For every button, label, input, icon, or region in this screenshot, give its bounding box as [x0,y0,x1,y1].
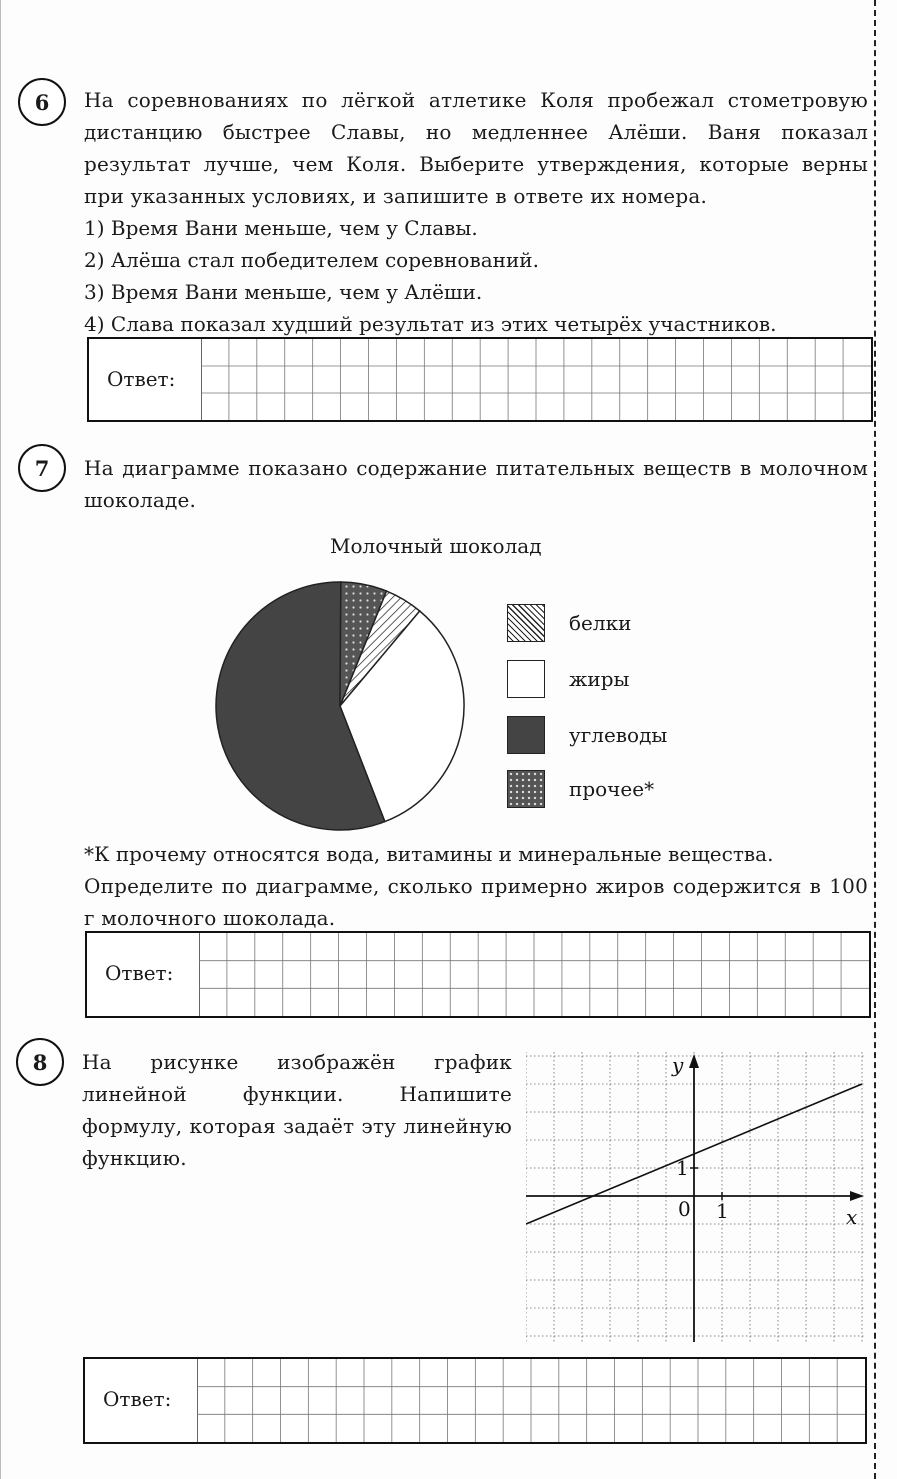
task6-option-1: 1) Время Вани меньше, чем у Славы. [84,216,478,240]
task7-answer-box[interactable] [85,931,871,1018]
task6-answer-box[interactable] [87,337,873,422]
legend-item-protein [507,604,631,642]
legend-swatch-fat [507,660,545,698]
task7-question-block [84,870,868,934]
task6-text [84,84,868,212]
task8-answer-box[interactable] [83,1357,867,1444]
legend-item-carbs [507,716,667,754]
legend-label-protein: белки [569,611,632,635]
legend-swatch-other [507,770,545,808]
cut-line [874,0,876,1479]
task7-answer-label: Ответ: [105,961,174,985]
x-tick-label: 1 [716,1199,729,1223]
linear-function-graph [526,1052,866,1342]
task7-footnote: *К прочему относятся вода, витамины и минеральные вещества. [84,842,774,866]
origin-label: 0 [678,1197,691,1221]
y-axis-label: y [672,1053,684,1077]
task6-number: 6 [18,78,66,126]
nutrient-pie-chart [210,576,470,836]
task6-statement: На соревнованиях по лёгкой атлетике Коля пробежал стометровую дистанцию быстрее Славы, но медленнее Алёши. Ваня показал результат лучше, чем Коля. Выберите утверждения, которые верны при указанных условиях, и запишите в ответе их номера. [84,88,868,208]
task7-statement: На диаграмме показано содержание питательных веществ в молочном шоколаде. [84,456,868,512]
legend-swatch-carbs [507,716,545,754]
task7-number: 7 [18,444,66,492]
task6-option-3: 3) Время Вани меньше, чем у Алёши. [84,280,483,304]
y-tick-label: 1 [676,1156,689,1180]
legend-label-other: прочее* [569,777,655,801]
legend-item-other [507,770,654,808]
task7-answer-grid[interactable] [199,933,869,1016]
task7-text [84,452,868,516]
legend-swatch-protein [507,604,545,642]
task6-option-4: 4) Слава показал худший результат из этих четырёх участников. [84,312,777,336]
x-axis-label: x [846,1205,858,1229]
task6-option-2: 2) Алёша стал победителем соревнований. [84,248,539,272]
pie-chart-title: Молочный шоколад [330,534,542,558]
task8-answer-label: Ответ: [103,1387,172,1411]
task6-answer-grid[interactable] [201,339,871,420]
task8-answer-grid[interactable] [197,1359,865,1442]
task8-statement: На рисунке изображён график линейной функции. Напишите формулу, которая задаёт эту линейную функцию. [82,1050,512,1170]
page-left-edge [0,0,1,1479]
task6-answer-label: Ответ: [107,367,176,391]
task7-question: Определите по диаграмме, сколько примерно жиров содержится в 100 г молочного шоколада. [84,874,868,930]
legend-label-carbs: углеводы [569,723,668,747]
task8-number: 8 [16,1038,64,1086]
task8-text [82,1046,512,1174]
legend-label-fat: жиры [569,667,630,691]
legend-item-fat [507,660,629,698]
